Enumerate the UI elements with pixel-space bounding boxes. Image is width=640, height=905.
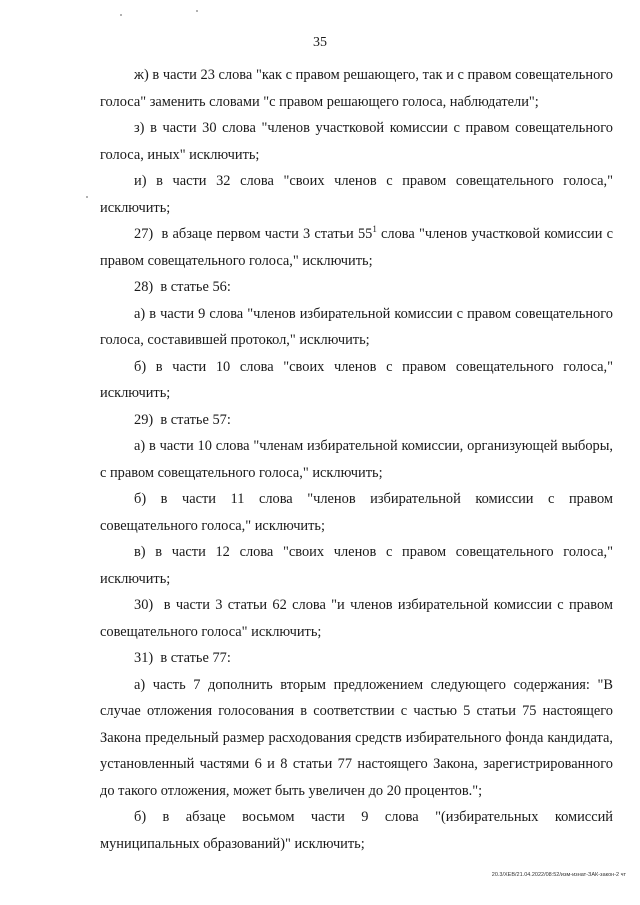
paragraph-30: 30) в части 3 статьи 62 слова "и членов избирательной комиссии с правом совещательного голоса" исключить; — [100, 597, 613, 640]
paragraph-i: и) в части 32 слова "своих членов с правом совещательного голоса," исключить; — [100, 173, 613, 216]
paragraph-29: 29) в статье 57: — [134, 411, 231, 428]
paragraph-28-b: б) в части 10 слова "своих членов с правом совещательного голоса," исключить; — [100, 358, 613, 401]
paragraph-28: 28) в статье 56: — [134, 279, 231, 295]
paragraph-27-text-before: 27) в абзаце первом части 3 статьи 55 — [134, 226, 373, 242]
paragraph-29-a: а) в части 10 слова "членам избирательной комиссии, организующей выборы, с правом совещательного голоса," исключить; — [100, 438, 613, 481]
page-number: 35 — [313, 35, 327, 50]
scan-speck — [120, 14, 122, 16]
paragraph-31-a: а) часть 7 дополнить вторым предложением следующего содержания: "В случае отложения голосования в соответствии с частью 5 статьи 75 настоящего Закона предельный размер расходования средств избирательного фонда кандидата, установленный частями 6 и 8 статьи 77 настоящего Закона, зарегистрированного до такого отложения, может быть увеличен до 20 процентов."; — [100, 676, 613, 799]
document-footer: 20.3/ХЕВ/21.04.2022/08:52/изм-изнат-ЗАК-закон-2 чт — [491, 872, 626, 878]
paragraph-z: з) в части 30 слова "членов участковой комиссии с правом совещательного голоса, иных" исключить; — [100, 120, 613, 163]
paragraph-31: 31) в статье 77: — [134, 650, 231, 666]
paragraph-27 — [100, 221, 613, 274]
paragraph-29-b: б) в части 11 слова "членов избирательной комиссии с правом совещательного голоса," исключить; — [100, 491, 613, 534]
scan-speck — [86, 196, 88, 198]
document-body — [100, 62, 613, 857]
scan-speck — [196, 10, 198, 12]
superscript: 1 — [372, 224, 377, 235]
paragraph-27-text-after: слова "членов участковой комиссии с правом совещательного голоса," исключить; — [100, 226, 613, 269]
paragraph-31-b: б) в абзаце восьмом части 9 слова "(избирательных комиссий муниципальных образований)" исключить; — [100, 809, 613, 852]
paragraph-28-a: а) в части 9 слова "членов избирательной комиссии с правом совещательного голоса, составившей протокол," исключить; — [100, 305, 613, 348]
paragraph-zh: ж) в части 23 слова "как с правом решающего, так и с правом совещательного голоса" заменить словами "с правом решающего голоса, наблюдатели"; — [100, 67, 613, 110]
paragraph-29-v: в) в части 12 слова "своих членов с правом совещательного голоса," исключить; — [100, 544, 613, 587]
